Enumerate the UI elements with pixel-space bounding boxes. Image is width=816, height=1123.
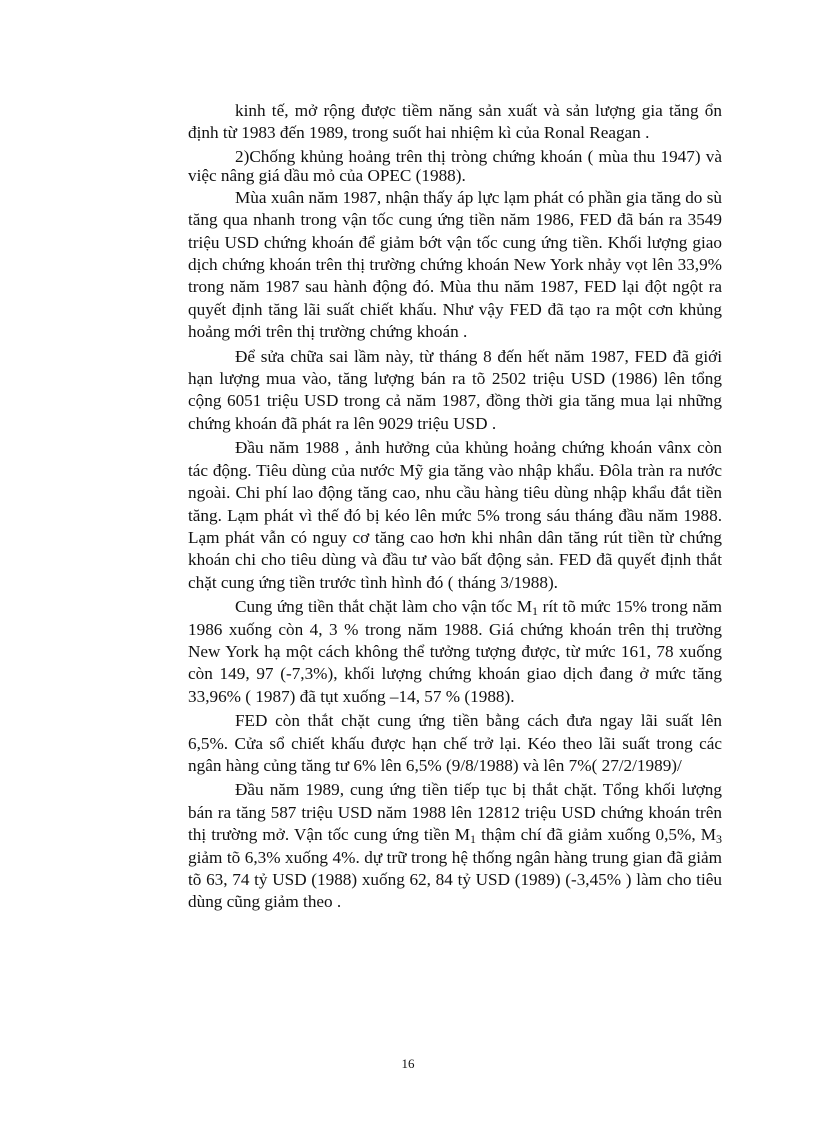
subscript: 3 (716, 832, 722, 847)
subscript: 1 (470, 832, 477, 847)
paragraph: Để sửa chữa sai lầm này, từ tháng 8 đến hết năm 1987, FED đã giới hạn lượng mua vào, tăng lượng bán ra tõ 2502 triệu USD (1986) lên tổng cộng 6051 triệu USD trong cả năm 1987, đồng thời gia tăng mua lại những chứng khoán đã phát ra lên 9029 triệu USD . (188, 346, 722, 433)
paragraph: FED còn thắt chặt cung ứng tiền bằng cách đưa ngay lãi suất lên 6,5%. Cửa sổ chiết khấu được hạn chế trở lại. Kéo theo lãi suất trong các ngân hàng củng tăng tư 6% lên 6,5% (9/8/1988) và lên 7%( 27/2/1989)/ (188, 711, 722, 775)
subscript: 1 (532, 604, 539, 619)
paragraph-heading: 2)Chống khủng hoảng trên thị tròng chứng khoán ( mùa thu 1947) và việc nâng giá dầu mỏ của OPEC (1988). (188, 146, 722, 185)
paragraph-text: giảm tõ 6,3% xuống 4%. dự trữ trong hệ thống ngân hàng trung gian đã giảm tõ 63, 74 tỷ USD (1988) xuống 62, 84 tỷ USD (1989) (-3,45% ) làm cho tiêu dùng cũng giảm theo . (188, 847, 722, 912)
paragraph: Mùa xuân năm 1987, nhận thấy áp lực lạm phát có phần gia tăng do sù tăng qua nhanh trong vận tốc cung ứng tiền năm 1986, FED đã bán ra 3549 triệu USD chứng khoán để giảm bớt vận tốc cung ứng tiền. Khối lượng giao dịch chứng khoán trên thị trường chứng khoán New York nhảy vọt lên 33,9% trong năm 1987 sau hành động đó. Mùa thu năm 1987, FED lại đột ngột ra quyết định tăng lãi suất chiết khấu. Như vậy FED đã tạo ra một cơn khủng hoảng mới trên thị trường chứng khoán . (188, 187, 722, 342)
paragraph: Đầu năm 1988 , ảnh hưởng của khủng hoảng chứng khoán vânx còn tác động. Tiêu dùng của nước Mỹ gia tăng vào nhập khẩu. Đôla tràn ra nước ngoài. Chi phí lao động tăng cao, nhu cầu hàng tiêu dùng nhập khẩu đắt tiền tăng. Lạm phát vì thế đó bị kéo lên mức 5% trong sáu tháng đầu năm 1988. Lạm phát vẫn có nguy cơ tăng cao hơn khi nhân dân tăng rút tiền từ chứng khoán chi cho tiêu dùng và đầu tư vào bất động sản. FED đã quyết định thắt chặt cung ứng tiền trước tình hình đó ( tháng 3/1988). (188, 438, 722, 592)
page-body (188, 100, 722, 914)
paragraph (188, 779, 722, 913)
paragraph: kinh tế, mở rộng được tiềm năng sản xuất và sản lượng gia tăng ổn định từ 1983 đến 1989, trong suốt hai nhiệm kì của Ronal Reagan . (188, 101, 722, 143)
paragraph (188, 596, 722, 708)
paragraph-text: rít tõ mức 15% trong năm 1986 xuống còn 4, 3 % trong năm 1988. Giá chứng khoán trên thị trường New York hạ một cách không thể tưởng tượng được, từ mức 161, 78 xuống còn 149, 97 (-7,3%), khối lượng chứng khoán giao dịch đang ở mức tăng 33,96% ( 1987) đã tụt xuống –14, 57 % (1988). (188, 597, 722, 706)
paragraph-text: Cung ứng tiền thắt chặt làm cho vận tốc M (235, 597, 533, 617)
paragraph-text: thậm chí đã giảm xuống 0,5%, M (476, 825, 716, 845)
paragraph-text: Đầu năm 1989, cung ứng tiền tiếp tục bị thắt chặt. Tổng khối lượng bán ra tăng 587 triệu USD năm 1988 lên 12812 triệu USD chứng khoán trên thị trường mở. Vận tốc cung ứng tiền M (188, 780, 722, 845)
page-number: 16 (401, 1056, 415, 1071)
